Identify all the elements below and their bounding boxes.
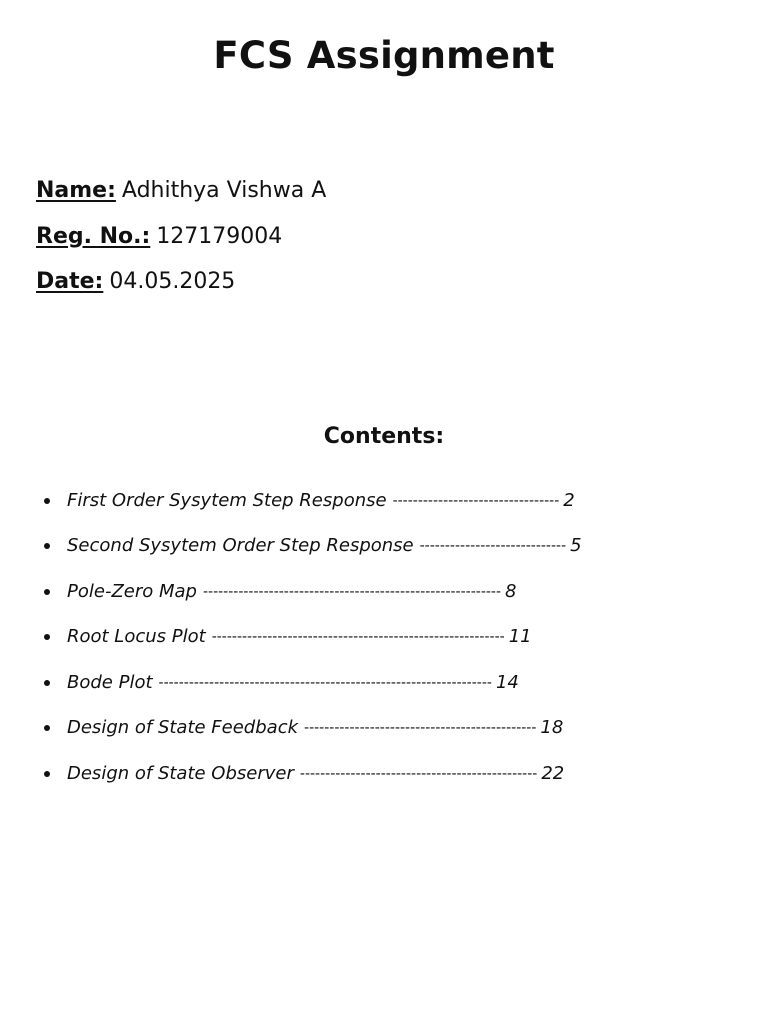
info-row-name [36, 174, 326, 220]
toc-item-page: 22 [541, 762, 565, 784]
bullet-icon [44, 680, 50, 686]
name-label: Name: [36, 178, 116, 203]
toc-item-title: Design of State Feedback [67, 717, 299, 739]
toc-item-leader: --------------------------------- [392, 492, 560, 509]
toc-item-leader: ----------------------------- [419, 538, 567, 555]
toc-item-page: 2 [563, 489, 575, 511]
date-value: 04.05.2025 [109, 269, 236, 294]
toc-item-title: Root Locus Plot [67, 626, 206, 648]
toc-item-title: Design of State Observer [67, 762, 294, 784]
toc-item-title: Pole-Zero Map [67, 580, 197, 602]
bullet-icon [44, 589, 50, 595]
toc-item [44, 706, 704, 752]
toc-item-page: 14 [495, 671, 519, 693]
bullet-icon [44, 725, 50, 731]
toc-item-leader: ---------------------------------------------- [304, 720, 537, 737]
toc-item-leader: ---------------------------------------------------------- [211, 629, 505, 646]
toc-item [44, 751, 704, 797]
page-title: FCS Assignment [213, 34, 555, 77]
bullet-icon [44, 634, 50, 640]
toc-item-title: First Order Sysytem Step Response [67, 489, 387, 511]
toc-item-title: Second Sysytem Order Step Response [67, 535, 414, 557]
info-row-date [36, 265, 326, 311]
toc-item [44, 660, 704, 706]
toc-item [44, 615, 704, 661]
toc-item [44, 524, 704, 570]
contents-heading: Contents: [323, 424, 445, 449]
toc-item-leader: ------------------------------------------------------------------ [158, 674, 492, 691]
reg-no-label: Reg. No.: [36, 223, 151, 249]
info-row-reg-no [36, 220, 326, 266]
student-info [36, 174, 326, 311]
bullet-icon [44, 543, 50, 549]
toc-item-page: 8 [505, 580, 517, 602]
toc-item-leader: ----------------------------------------------- [299, 765, 538, 782]
toc-item-leader: ----------------------------------------------------------- [202, 583, 502, 600]
toc-item-title: Bode Plot [67, 671, 153, 693]
date-label: Date: [36, 269, 104, 294]
table-of-contents [44, 478, 704, 797]
name-value: Adhithya Vishwa A [121, 178, 327, 203]
reg-no-value: 127179004 [156, 223, 283, 249]
toc-item-page: 5 [570, 535, 582, 557]
toc-item-page: 18 [540, 717, 564, 739]
toc-item [44, 478, 704, 524]
bullet-icon [44, 771, 50, 777]
toc-item [44, 569, 704, 615]
toc-item-page: 11 [508, 626, 532, 648]
bullet-icon [44, 498, 50, 504]
